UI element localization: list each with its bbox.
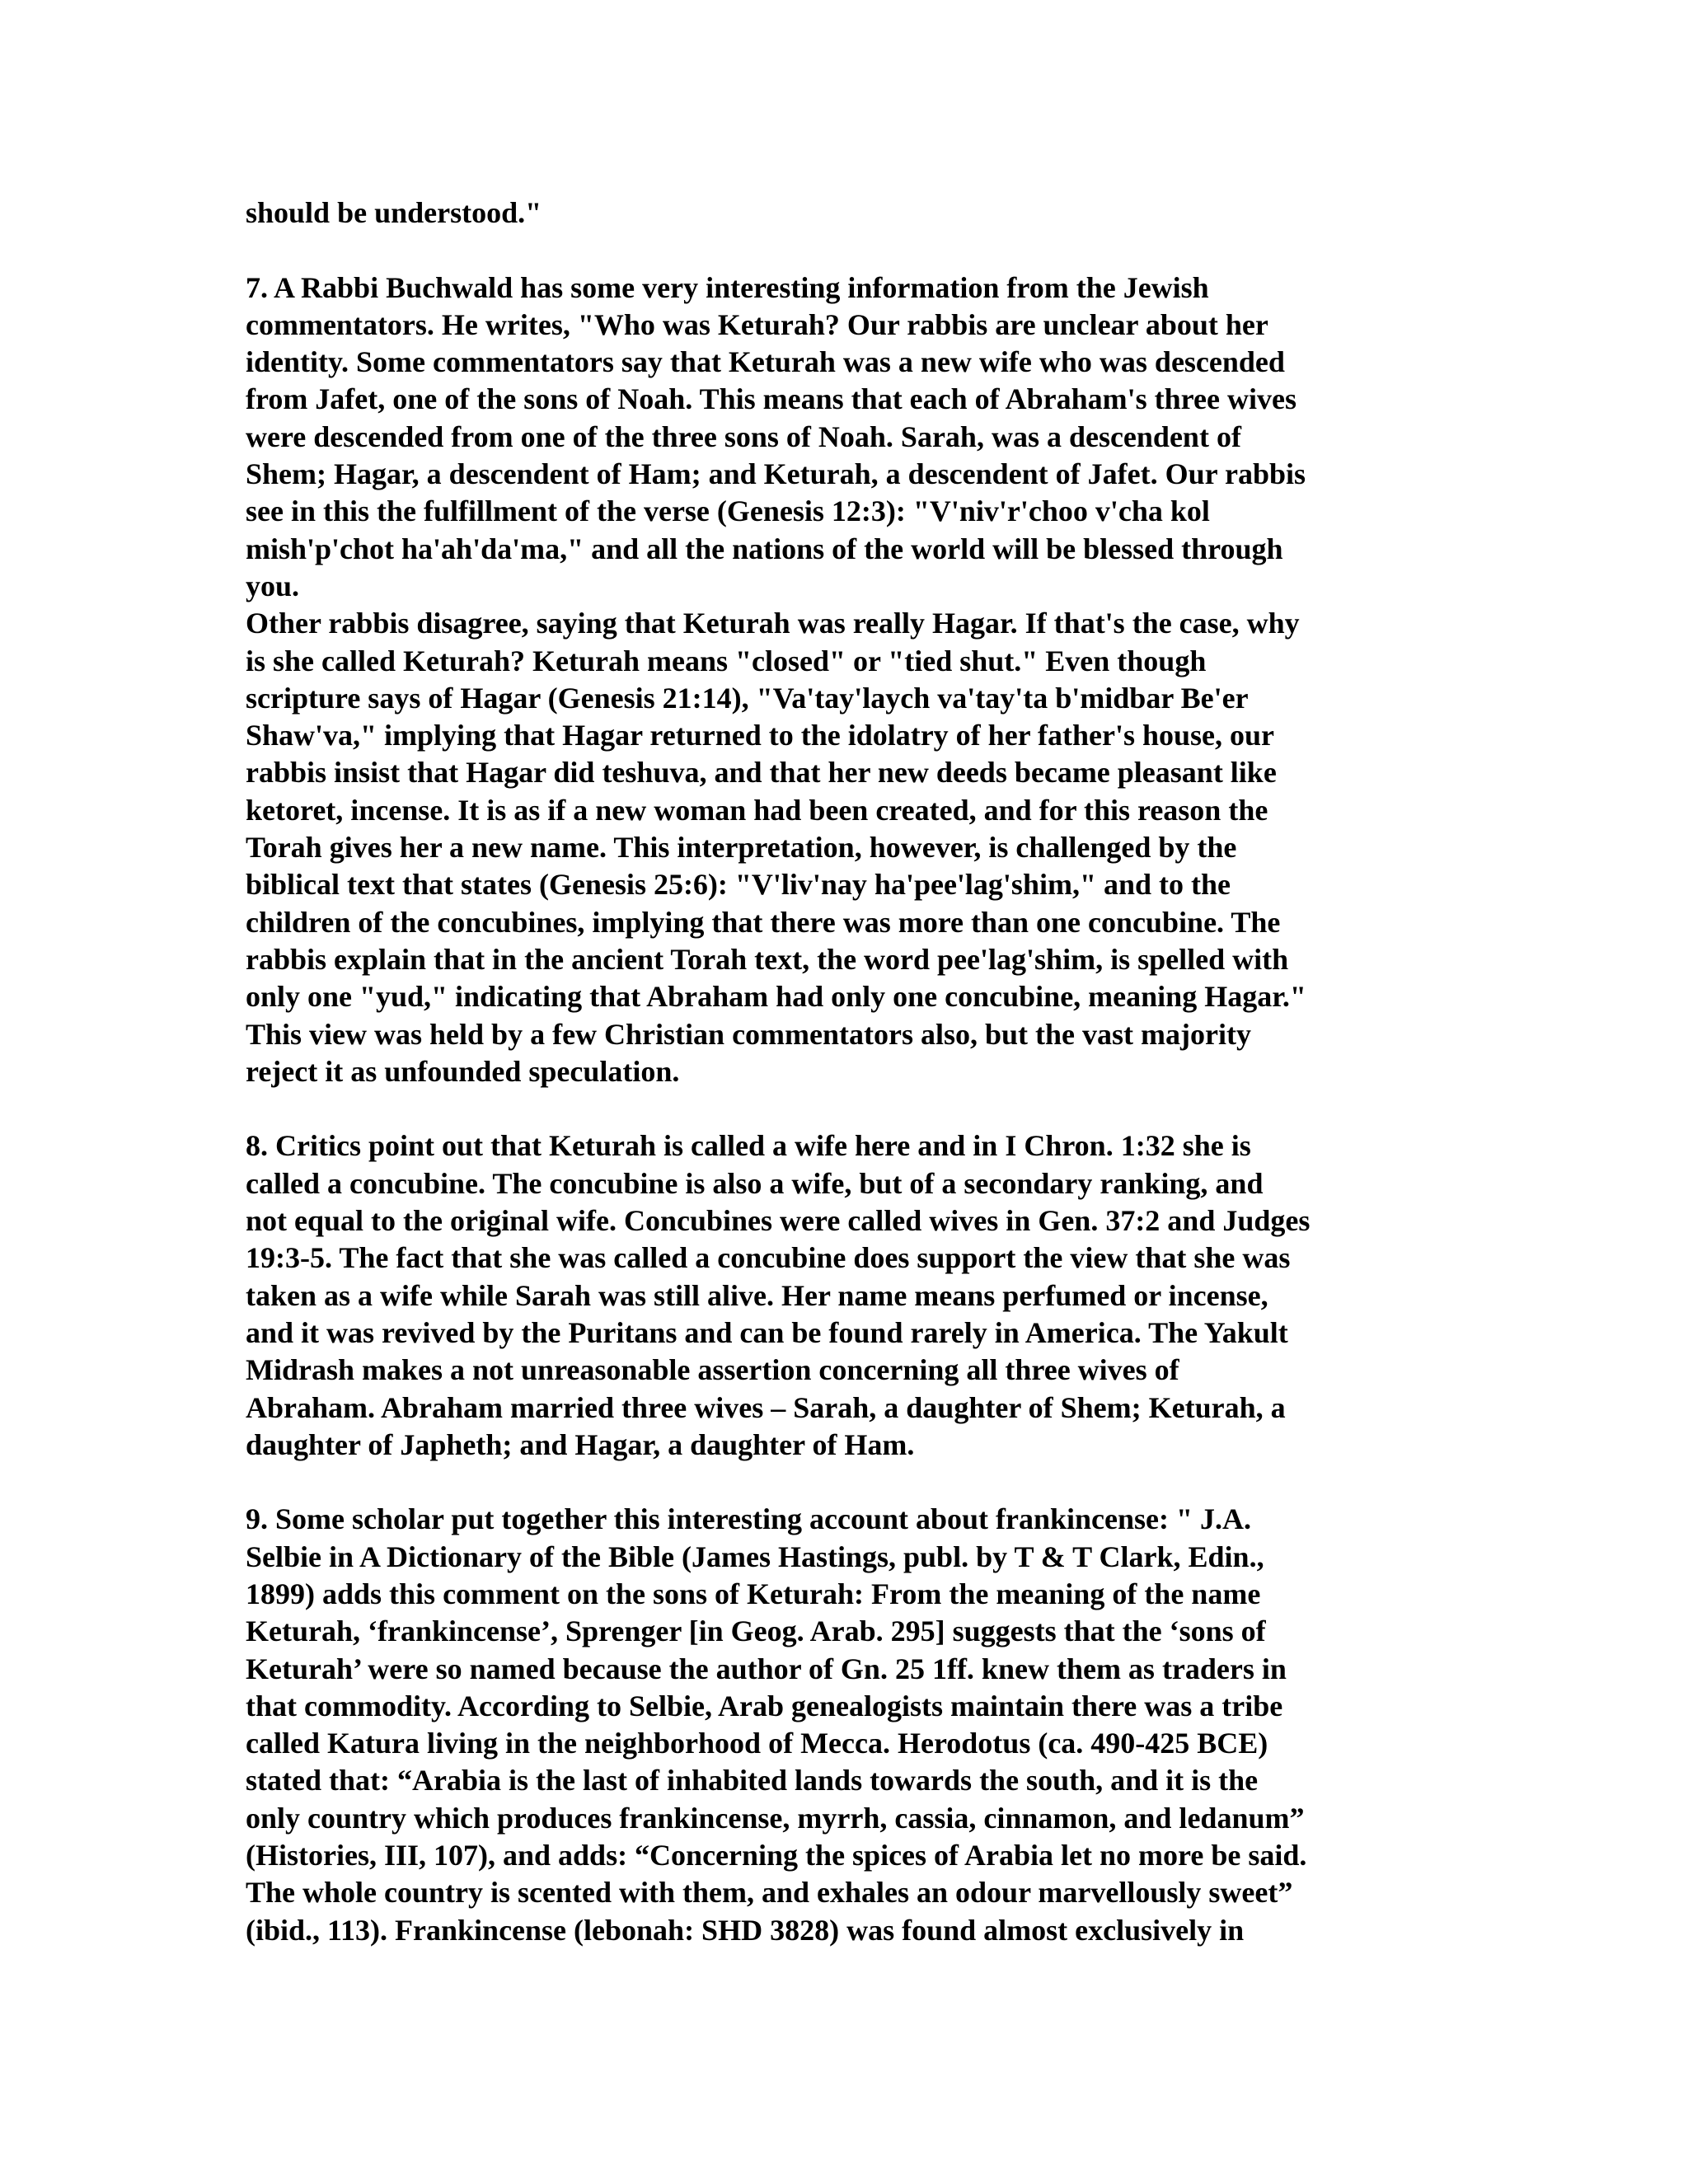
text-line: see in this the fulfillment of the verse (Genesis 12:3): "V'niv'r'choo v'cha kol bbox=[246, 494, 1210, 528]
text-line: stated that: “Arabia is the last of inhabited lands towards the south, and it is the bbox=[246, 1764, 1259, 1797]
text-line: Selbie in A Dictionary of the Bible (James Hastings, publ. by T & T Clark, Edin., bbox=[246, 1540, 1264, 1573]
text-line: Torah gives her a new name. This interpretation, however, is challenged by the bbox=[246, 831, 1237, 865]
text-line: Midrash makes a not unreasonable assertion concerning all three wives of bbox=[246, 1353, 1179, 1387]
text-line: rabbis explain that in the ancient Torah text, the word pee'lag'shim, is spelled with bbox=[246, 942, 1289, 976]
paragraph bbox=[246, 1127, 1449, 1464]
text-line: called a concubine. The concubine is also a wife, but of a secondary ranking, and bbox=[246, 1166, 1264, 1200]
paragraph-gap bbox=[246, 1464, 1449, 1501]
text-line: (ibid., 113). Frankincense (lebonah: SHD 3828) was found almost exclusively in bbox=[246, 1913, 1245, 1947]
text-line: is she called Keturah? Keturah means "closed" or "tied shut." Even though bbox=[246, 644, 1207, 677]
text-line: you. bbox=[246, 569, 300, 602]
text-line: were descended from one of the three sons of Noah. Sarah, was a descendent of bbox=[246, 419, 1241, 453]
text-line: called Katura living in the neighborhood of Mecca. Herodotus (ca. 490-425 BCE) bbox=[246, 1727, 1268, 1760]
text-line: from Jafet, one of the sons of Noah. This means that each of Abraham's three wives bbox=[246, 382, 1296, 416]
text-line: 7. A Rabbi Buchwald has some very interesting information from the Jewish bbox=[246, 270, 1209, 304]
text-line: 9. Some scholar put together this interesting account about frankincense: " J.A. bbox=[246, 1502, 1251, 1536]
text-line: daughter of Japheth; and Hagar, a daughter of Ham. bbox=[246, 1427, 915, 1461]
text-line: Shem; Hagar, a descendent of Ham; and Keturah, a descendent of Jafet. Our rabbis bbox=[246, 457, 1306, 491]
text-line: Abraham. Abraham married three wives – Sarah, a daughter of Shem; Keturah, a bbox=[246, 1390, 1286, 1424]
text-line: Other rabbis disagree, saying that Keturah was really Hagar. If that's the case, why bbox=[246, 607, 1300, 640]
text-line: children of the concubines, implying that there was more than one concubine. The bbox=[246, 905, 1281, 939]
text-line: The whole country is scented with them, and exhales an odour marvellously sweet” bbox=[246, 1876, 1293, 1910]
text-line: reject it as unfounded speculation. bbox=[246, 1054, 680, 1088]
text-line: should be understood." bbox=[246, 196, 542, 229]
text-line: rabbis insist that Hagar did teshuva, and that her new deeds became pleasant like bbox=[246, 756, 1277, 790]
text-line: only country which produces frankincense, myrrh, cassia, cinnamon, and ledanum” bbox=[246, 1801, 1305, 1835]
text-line: ketoret, incense. It is as if a new woman had been created, and for this reason the bbox=[246, 793, 1268, 827]
text-line: 19:3-5. The fact that she was called a concubine does support the view that she was bbox=[246, 1241, 1291, 1275]
text-line: that commodity. According to Selbie, Arab genealogists maintain there was a tribe bbox=[246, 1689, 1283, 1722]
paragraph-gap bbox=[246, 232, 1449, 269]
text-line: not equal to the original wife. Concubines were called wives in Gen. 37:2 and Judges bbox=[246, 1204, 1311, 1238]
paragraph bbox=[246, 269, 1449, 1091]
paragraph bbox=[246, 1501, 1449, 1949]
text-line: This view was held by a few Christian commentators also, but the vast majority bbox=[246, 1017, 1251, 1051]
text-line: commentators. He writes, "Who was Keturah? Our rabbis are unclear about her bbox=[246, 307, 1268, 341]
paragraph bbox=[246, 194, 1449, 232]
text-line: Keturah, ‘frankincense’, Sprenger [in Geog. Arab. 295] suggests that the ‘sons of bbox=[246, 1615, 1266, 1648]
document-page bbox=[246, 194, 1449, 1949]
text-line: (Histories, III, 107), and adds: “Concerning the spices of Arabia let no more be said. bbox=[246, 1839, 1307, 1872]
text-line: taken as a wife while Sarah was still alive. Her name means perfumed or incense, bbox=[246, 1278, 1268, 1312]
text-line: Shaw'va," implying that Hagar returned to the idolatry of her father's house, our bbox=[246, 719, 1274, 752]
text-line: 8. Critics point out that Keturah is called a wife here and in I Chron. 1:32 she is bbox=[246, 1129, 1251, 1163]
text-line: and it was revived by the Puritans and can be found rarely in America. The Yakult bbox=[246, 1315, 1288, 1349]
text-line: mish'p'chot ha'ah'da'ma," and all the nations of the world will be blessed through bbox=[246, 532, 1283, 565]
paragraph-gap bbox=[246, 1090, 1449, 1127]
text-line: biblical text that states (Genesis 25:6): "V'liv'nay ha'pee'lag'shim," and to the bbox=[246, 868, 1231, 902]
text-line: Keturah’ were so named because the author of Gn. 25 1ff. knew them as traders in bbox=[246, 1652, 1287, 1685]
text-line: scripture says of Hagar (Genesis 21:14), "Va'tay'laych va'tay'ta b'midbar Be'er bbox=[246, 681, 1249, 715]
text-line: 1899) adds this comment on the sons of Keturah: From the meaning of the name bbox=[246, 1577, 1261, 1610]
text-line: identity. Some commentators say that Keturah was a new wife who was descended bbox=[246, 345, 1285, 379]
text-line: only one "yud," indicating that Abraham had only one concubine, meaning Hagar." bbox=[246, 980, 1306, 1014]
